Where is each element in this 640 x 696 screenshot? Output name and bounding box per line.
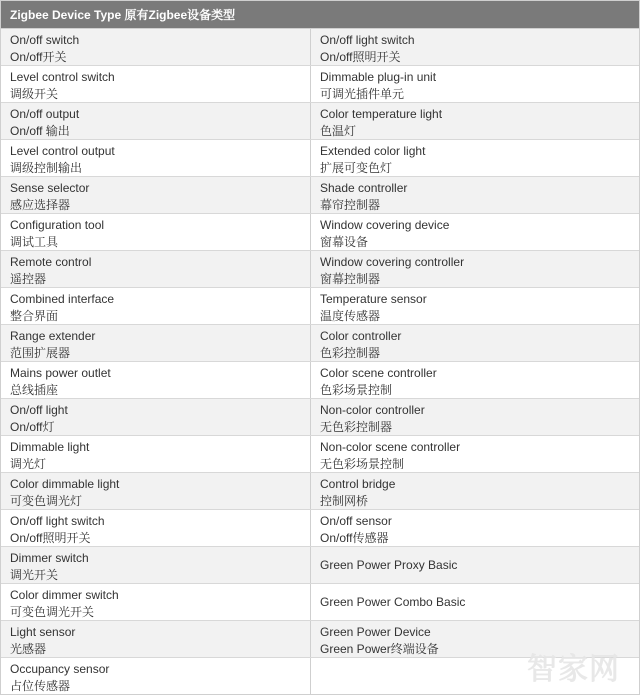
device-name-zh: 整合界面 <box>10 309 59 323</box>
device-name-en: Range extender <box>10 329 96 343</box>
device-name-zh: 总线插座 <box>10 383 59 397</box>
device-cell <box>311 214 639 250</box>
device-name-zh: 扩展可变色灯 <box>320 161 393 175</box>
device-name-zh: 调级开关 <box>10 87 59 101</box>
original-device-cell <box>1 621 311 657</box>
device-name-en: Level control output <box>10 144 115 158</box>
original-device-cell <box>1 584 311 620</box>
original-device-cell <box>1 140 311 176</box>
table-row <box>1 436 639 473</box>
device-name-en: Color controller <box>320 329 402 343</box>
device-name-en: Green Power Combo Basic <box>320 594 466 609</box>
device-name-en: On/off sensor <box>320 514 392 528</box>
device-name-en: Extended color light <box>320 144 426 158</box>
original-device-cell <box>1 325 311 361</box>
original-device-cell <box>1 399 311 435</box>
device-name-zh: 光感器 <box>10 642 47 656</box>
device-name-zh: 色彩控制器 <box>320 346 381 360</box>
device-cell <box>311 288 639 324</box>
device-name-zh: 调光开关 <box>10 568 59 582</box>
device-cell <box>311 325 639 361</box>
device-cell <box>311 177 639 213</box>
device-name-zh: 可变色调光开关 <box>10 605 95 619</box>
device-name-en: Temperature sensor <box>320 292 427 306</box>
device-name-en: Level control switch <box>10 70 115 84</box>
device-name-en: Color temperature light <box>320 107 443 121</box>
device-name-zh: 范围扩展器 <box>10 346 71 360</box>
original-device-cell <box>1 251 311 287</box>
device-cell <box>311 510 639 546</box>
device-name-zh: On/off传感器 <box>320 531 389 545</box>
original-device-cell <box>1 66 311 102</box>
device-name-en: Configuration tool <box>10 218 105 232</box>
device-name-zh: 无色彩场景控制 <box>320 457 405 471</box>
table-row <box>1 288 639 325</box>
device-name-en: On/off light switch <box>10 514 105 528</box>
device-name-zh: 温度传感器 <box>320 309 381 323</box>
original-device-cell <box>1 288 311 324</box>
device-name-zh: 感应选择器 <box>10 198 71 212</box>
original-device-cell <box>1 29 311 65</box>
original-device-cell <box>1 214 311 250</box>
original-device-cell <box>1 177 311 213</box>
table-row <box>1 362 639 399</box>
device-cell <box>311 547 639 583</box>
original-device-cell <box>1 473 311 509</box>
device-name-zh: 幕帘控制器 <box>320 198 381 212</box>
table-row <box>1 29 639 66</box>
device-name-en: Combined interface <box>10 292 115 306</box>
device-name-zh: 占位传感器 <box>10 679 71 693</box>
device-name-zh: 调试工具 <box>10 235 59 249</box>
device-name-en: Dimmable plug-in unit <box>320 70 437 84</box>
device-name-en: Color dimmer switch <box>10 588 119 602</box>
original-device-cell <box>1 547 311 583</box>
device-name-zh: On/off照明开关 <box>10 531 91 545</box>
table-row <box>1 510 639 547</box>
original-device-cell <box>1 103 311 139</box>
watermark: 智家网 <box>527 652 620 687</box>
table-row <box>1 584 639 621</box>
device-name-en: Non-color scene controller <box>320 440 461 454</box>
device-name-zh: On/off照明开关 <box>320 50 401 64</box>
device-cell <box>311 362 639 398</box>
device-cell <box>311 251 639 287</box>
device-name-zh: 可变色调光灯 <box>10 494 83 508</box>
device-name-en: Window covering device <box>320 218 450 232</box>
device-name-en: On/off light <box>10 403 68 417</box>
device-name-zh: 遥控器 <box>10 272 47 286</box>
table-row <box>1 214 639 251</box>
device-name-en: Dimmer switch <box>10 551 89 565</box>
original-device-cell <box>1 362 311 398</box>
table-row <box>1 473 639 510</box>
device-name-en: On/off switch <box>10 33 80 47</box>
device-name-en: Occupancy sensor <box>10 662 110 676</box>
device-name-en: On/off output <box>10 107 80 121</box>
device-cell <box>311 473 639 509</box>
device-name-en: Non-color controller <box>320 403 425 417</box>
device-name-en: Remote control <box>10 255 92 269</box>
table-row <box>1 399 639 436</box>
device-name-zh: 无色彩控制器 <box>320 420 393 434</box>
original-device-cell <box>1 658 311 694</box>
device-name-zh: On/off 输出 <box>10 124 70 138</box>
table-row <box>1 103 639 140</box>
device-name-en: Color scene controller <box>320 366 437 380</box>
table-row <box>1 66 639 103</box>
original-device-cell <box>1 436 311 472</box>
device-name-en: Window covering controller <box>320 255 465 269</box>
device-cell <box>311 399 639 435</box>
device-cell <box>311 66 639 102</box>
original-device-cell <box>1 510 311 546</box>
device-name-en: Control bridge <box>320 477 396 491</box>
device-name-zh: 可调光插件单元 <box>320 87 405 101</box>
device-name-zh: 调光灯 <box>10 457 47 471</box>
table-row <box>1 547 639 584</box>
device-cell <box>311 103 639 139</box>
table-row <box>1 251 639 288</box>
device-name-en: Green Power Device <box>320 625 431 639</box>
table-header: Zigbee Device Type 原有Zigbee设备类型 <box>1 1 639 29</box>
device-cell <box>311 436 639 472</box>
table-row <box>1 140 639 177</box>
device-name-zh: 色彩场景控制 <box>320 383 393 397</box>
device-name-zh: 窗幕设备 <box>320 235 369 249</box>
device-name-en: Sense selector <box>10 181 90 195</box>
table-row <box>1 325 639 362</box>
device-name-zh: 控制网桥 <box>320 494 369 508</box>
device-name-zh: Green Power终端设备 <box>320 642 439 656</box>
table-body <box>1 29 639 694</box>
device-name-en: On/off light switch <box>320 33 415 47</box>
device-name-zh: 色温灯 <box>320 124 357 138</box>
device-name-en: Green Power Proxy Basic <box>320 557 458 572</box>
device-name-zh: 调级控制输出 <box>10 161 83 175</box>
device-name-en: Light sensor <box>10 625 76 639</box>
device-name-zh: 窗幕控制器 <box>320 272 381 286</box>
device-cell <box>311 29 639 65</box>
device-name-zh: On/off灯 <box>10 420 55 434</box>
device-name-en: Shade controller <box>320 181 408 195</box>
device-name-en: Color dimmable light <box>10 477 120 491</box>
device-name-en: Dimmable light <box>10 440 90 454</box>
device-name-zh: On/off开关 <box>10 50 67 64</box>
device-cell <box>311 140 639 176</box>
table-row <box>1 177 639 214</box>
device-name-en: Mains power outlet <box>10 366 111 380</box>
device-cell <box>311 584 639 620</box>
